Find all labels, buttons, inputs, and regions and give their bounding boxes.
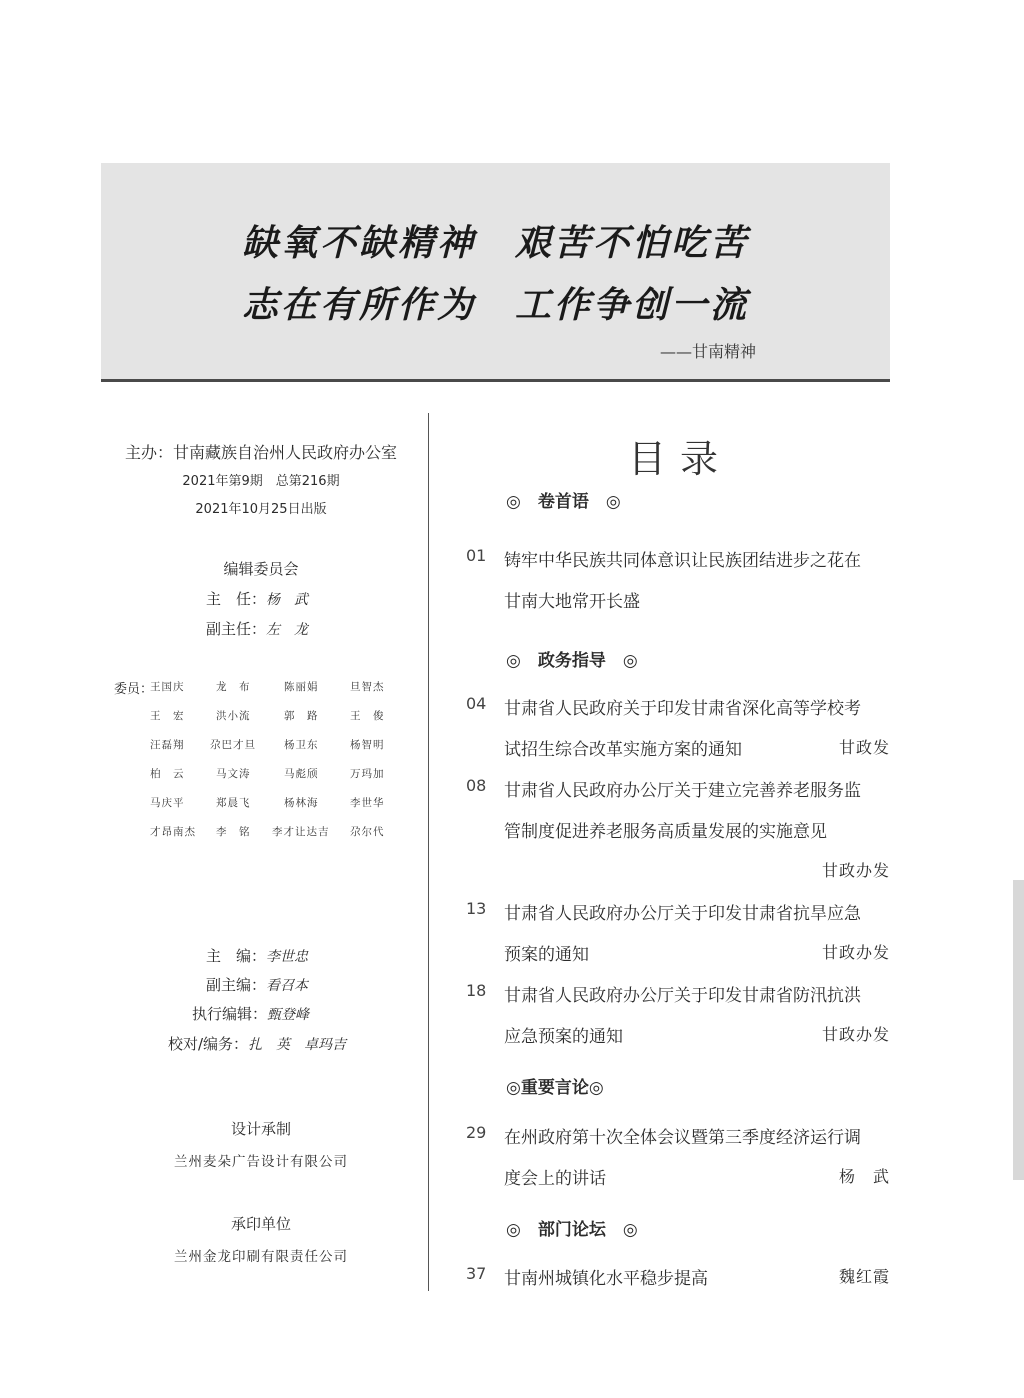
toc-entry-title-line2: 度会上的讲话: [504, 1169, 606, 1189]
motto-line-2: 志在有所作为 工作争创一流: [241, 285, 749, 326]
design-title: 设计承制: [230, 1120, 291, 1138]
deputy-editor-name: 看召本: [266, 978, 309, 994]
member: 尕巴才旦: [210, 739, 256, 751]
toc-entry-title-line1: 甘肃省人民政府办公厅关于印发甘肃省防汛抗洪: [504, 986, 861, 1006]
toc-entry-title-line2: 管制度促进养老服务高质量发展的实施意见: [504, 822, 827, 842]
toc-entry-source: 甘政办发: [821, 861, 890, 880]
member: 才昂南杰: [150, 826, 196, 838]
member: 汪磊翔: [150, 739, 185, 751]
member: 旦智杰: [350, 681, 385, 693]
board-deputy: [206, 618, 308, 639]
exec-editor: [192, 1003, 309, 1024]
chief-editor-label: 主 编：: [206, 947, 267, 965]
exec-editor-name: 甄登峰: [267, 1007, 310, 1023]
member: 马庆平: [150, 797, 185, 809]
board-director-name: 杨 武: [266, 592, 309, 608]
toc-entry-title-line2: 应急预案的通知: [504, 1027, 623, 1047]
member: 马文涛: [216, 768, 251, 780]
toc-page-number: 08: [466, 776, 487, 795]
toc-page-number: 18: [466, 981, 487, 1000]
toc-page-number: 01: [466, 546, 487, 565]
member: 马彪颀: [284, 768, 319, 780]
chief-editor-name: 李世忠: [266, 949, 309, 965]
member: 郑晨飞: [216, 797, 251, 809]
member: 王国庆: [150, 681, 185, 693]
member: 郭 路: [284, 710, 319, 722]
column-divider: [428, 413, 429, 1291]
toc-entry-title-line1: 铸牢中华民族共同体意识让民族团结进步之花在: [504, 551, 861, 571]
printing-title: 承印单位: [230, 1215, 291, 1233]
toc-entry-source: 甘政办发: [821, 1025, 890, 1044]
toc-entry-title-line2: 试招生综合改革实施方案的通知: [504, 740, 742, 760]
member: 杨林海: [284, 797, 319, 809]
motto-signature: ——甘南精神: [659, 342, 756, 361]
design-company: 兰州麦朵广告设计有限公司: [174, 1154, 348, 1170]
board-deputy-name: 左 龙: [266, 622, 309, 638]
motto-banner: [101, 163, 890, 382]
issue-number: 2021年第9期 总第216期: [182, 474, 340, 489]
board-director: [206, 588, 308, 609]
toc-entry-source: 杨 武: [838, 1167, 890, 1186]
member: 万玛加: [350, 768, 385, 780]
toc-entry-title-line1: 甘肃省人民政府办公厅关于印发甘肃省抗旱应急: [504, 904, 861, 924]
member: 杨智明: [350, 739, 385, 751]
publish-date: 2021年10月25日出版: [195, 502, 327, 517]
member: 尕尔代: [350, 826, 385, 838]
deputy-editor-label: 副主编：: [206, 976, 267, 994]
member: 王 俊: [350, 710, 385, 722]
member: 李 铭: [216, 826, 251, 838]
exec-editor-label: 执行编辑：: [192, 1005, 268, 1023]
publisher-org: 主办：甘南藏族自治州人民政府办公室: [124, 443, 397, 462]
toc-entry-title-line1: 甘南州城镇化水平稳步提高: [504, 1269, 708, 1289]
proofreaders: [168, 1033, 346, 1054]
printing-company: 兰州金龙印刷有限责任公司: [174, 1249, 348, 1265]
toc-section-forum: ◎ 部门论坛 ◎: [506, 1220, 638, 1240]
chief-editor: [206, 945, 308, 966]
board-director-label: 主 任：: [206, 590, 267, 608]
toc-entry-source: 甘政发: [838, 738, 890, 757]
toc-page-number: 13: [466, 899, 487, 918]
board-title: 编辑委员会: [223, 560, 299, 578]
toc-entry-title-line2: 甘南大地常开长盛: [504, 592, 640, 612]
deputy-editor: [206, 974, 308, 995]
toc-page-number: 29: [466, 1123, 487, 1142]
toc-entry-title-line1: 甘肃省人民政府办公厅关于建立完善养老服务监: [504, 781, 861, 801]
members-label: 委员：: [114, 682, 154, 697]
proofreaders-names: 扎 英 卓玛吉: [248, 1037, 347, 1053]
member: 洪小流: [216, 710, 251, 722]
toc-entry-title-line1: 在州政府第十次全体会议暨第三季度经济运行调: [504, 1128, 861, 1148]
toc-title: 目录: [627, 437, 732, 481]
toc-entry-title-line1: 甘肃省人民政府关于印发甘肃省深化高等学校考: [504, 699, 861, 719]
member: 王 宏: [150, 710, 185, 722]
member: 陈丽娟: [284, 681, 319, 693]
member: 柏 云: [150, 768, 185, 780]
member: 李才让达吉: [272, 826, 330, 838]
toc-page-number: 37: [466, 1264, 487, 1283]
toc-entry-source: 魏红霞: [838, 1267, 890, 1286]
toc-entry-title-line2: 预案的通知: [504, 945, 589, 965]
toc-section-preface: ◎ 卷首语 ◎: [506, 492, 621, 512]
page-edge-tab: [1013, 880, 1024, 1180]
toc-entry-source: 甘政办发: [821, 943, 890, 962]
toc-section-speeches: ◎重要言论◎: [506, 1078, 604, 1098]
member: 杨卫东: [284, 739, 319, 751]
member: 龙 布: [216, 681, 251, 693]
proofreaders-label: 校对/编务：: [168, 1035, 249, 1053]
member: 李世华: [350, 797, 385, 809]
toc-page-number: 04: [466, 694, 487, 713]
board-deputy-label: 副主任：: [206, 620, 267, 638]
motto-line-1: 缺氧不缺精神 艰苦不怕吃苦: [241, 223, 749, 264]
toc-section-government: ◎ 政务指导 ◎: [506, 651, 638, 671]
